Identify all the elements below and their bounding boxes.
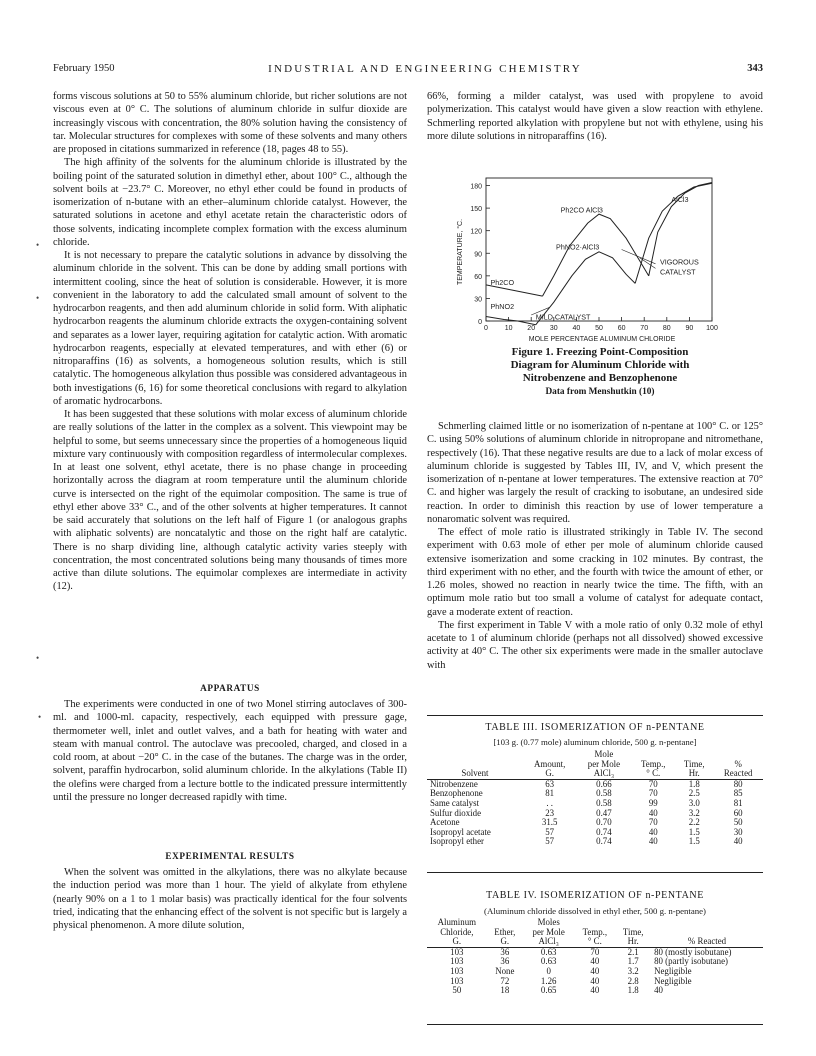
table-rule [427, 1024, 763, 1025]
paragraph: forms viscous solutions at 50 to 55% aluminum chloride, but richer solutions are not viscous even at 0° C. The solutions of aluminum chloride in sulfur dioxide are increasingly viscous with concentration, the 80% solution having the consistency of tar. Molecular structures for complexes with some of these solvents and many others are proposed in citations summarized in reference (18, pages 48 to 55). [53, 91, 407, 155]
table-row [427, 809, 763, 819]
table-cell: 36 [500, 956, 510, 967]
table-row [427, 837, 763, 847]
table-rule [427, 872, 763, 873]
table-cell: Acetone [430, 817, 460, 828]
table-cell: 85 [733, 788, 743, 799]
paragraph: Schmerling claimed little or no isomerization of n-pentane at 100° C. or 125° C. using 50% solutions of aluminum chloride in nitropropane and nitromethane, respectively (16). That these negative results are due to a lack of molar excess of aluminum chloride is suggested by Tables III, IV, and V, which present the isomerization of n-pentane at lower temperatures. The extensive reaction at 70° C. and higher was largely the result of cracking to isobutane, an undesired side reaction. In order to diminish this reaction by use of lower temperature a nonaromatic solvent was required. [427, 421, 763, 525]
margin-mark: • [36, 653, 40, 663]
paragraph: It is not necessary to prepare the catalytic solutions in advance by dissolving the aluminum chloride in the solvent. This can be done by adding small portions with intermittent cooling, since the heat of solution is considerable. However, it is more convenient in the laboratory to add the calculated small amount of solvent to the hydrocarbon reagents, and then add aluminum chloride in solid form. With aliphatic hydrocarbon reagents the aluminum chloride extracts the oxygen-containing solvent and separates as a lower layer, requiring agitation for catalytic action. With aromatic hydrocarbon reagents, especially at elevated temperatures, and with ether (6) or nitroparaffins (16) as solvents, a homogeneous solution results, which is still catalytic. The homogeneous alkylation thus possible was considered advantageous in both investigations (6, 16) for some theoretical conclusions with regard to alkylation of aromatic hydrocarbons. [53, 250, 407, 407]
margin-mark: • [38, 712, 42, 722]
header-cell: Amount, [534, 758, 566, 769]
y-tick-label: 90 [474, 251, 482, 259]
table-cell: 103 [450, 975, 464, 986]
table-cell: 81 [733, 797, 743, 808]
table-cell: 0.65 [540, 985, 557, 996]
y-tick-label: 180 [470, 183, 482, 191]
running-header-date: February 1950 [53, 63, 115, 74]
x-tick-label: 30 [549, 325, 558, 332]
paragraph: 66%, forming a milder catalyst, was used with propylene to avoid polymerization. This catalyst would have given a slow reaction with ethylene. Schmerling reported alkylation with propylene but not with ethylene, using his more dilute solutions in nitroparaffins (16). [427, 91, 763, 142]
x-tick-label: 80 [662, 325, 671, 332]
table-cell: Nitrobenzene [430, 778, 478, 789]
table-cell: 40 [590, 965, 600, 976]
table-cell: 80 (partly isobutane) [654, 956, 729, 967]
paragraph: When the solvent was omitted in the alkylations, there was no alkylate because the induction period was more than 1 hour. The yield of alkylate from ethylene (nearly 90% on a 1 to 1 molar basis) was practically identical for the four solvents tried, indicating that the enhancing effect of the solvent is not specific but is largely a physical phenomenon. A more dilute solution, [53, 867, 407, 931]
paragraph: The first experiment in Table V with a mole ratio of only 0.32 mole of ethyl acetate to 1 of aluminum chloride (perhaps not all dissolved) showed excessive activity at 40° C. The other six experiments were made in the smaller autoclave with [427, 619, 763, 671]
x-tick-label: 70 [640, 325, 649, 332]
table-cell: 80 (mostly isobutane) [654, 946, 732, 957]
table-cell: 1.5 [688, 836, 700, 847]
caption-line: Diagram for Aluminum Chloride with [510, 359, 690, 371]
header-cell: AlCl₃ [593, 768, 615, 779]
table-cell: 0.66 [596, 778, 612, 789]
header-cell: per Mole [532, 926, 565, 937]
table-cell: Sulfur dioxide [430, 807, 482, 818]
table-cell: Isopropyl acetate [430, 826, 491, 837]
caption-line: Nitrobenzene and Benzophenone [522, 372, 678, 384]
table-4-title: TABLE IV. ISOMERIZATION OF n-PENTANE [486, 890, 704, 901]
table-cell: 57 [545, 836, 555, 847]
table-cell: 0.74 [596, 836, 612, 847]
table-cell: 1.7 [627, 956, 639, 967]
header-cell: Hr. [688, 768, 700, 779]
y-tick-label: 60 [474, 273, 482, 281]
x-tick-label: 100 [706, 325, 718, 332]
table-cell: Negligible [654, 975, 692, 986]
margin-mark: • [36, 240, 40, 250]
table-cell: 0.63 [540, 956, 557, 967]
table-cell: 40 [590, 956, 600, 967]
header-cell: ° C. [646, 768, 661, 779]
apparatus-text [53, 698, 407, 804]
table-3-title: TABLE III. ISOMERIZATION OF n-PENTANE [485, 722, 705, 733]
table-4 [427, 918, 763, 996]
chart-annotation: Ph2CO [490, 277, 515, 287]
header-cell: % [734, 758, 742, 769]
table-cell: Isopropyl ether [430, 836, 484, 847]
table-cell: 63 [545, 778, 555, 789]
table-cell: 70 [590, 946, 600, 957]
table-cell: 80 [733, 778, 743, 789]
table-cell: 103 [450, 956, 464, 967]
table-cell: 36 [500, 946, 510, 957]
table-cell: 30 [733, 826, 743, 837]
table-row [427, 986, 763, 996]
paragraph: The experiments were conducted in one of two Monel stirring autoclaves of 300-ml. and 1000-ml. capacity, respectively, each equipped with pressure gage, thermometer well, inlet and outlet valves, and a bath for heating with water and steam with manual control. The autoclave was precooled, charged, and closed in a cold room, at about −20° C. in the case of the butanes. The charge was in the order, solvent, paraffin hydrocarbon, solid aluminum chloride. In the alkylations (Table II) the olefins were charged from a lecture bottle to the indicated pressure intermittently until the pressure no longer decreased rapidly with time. [53, 699, 407, 803]
table-4-subtitle: (Aluminum chloride dissolved in ethyl ether, 500 g. n-pentane) [484, 906, 706, 916]
paragraph: The effect of mole ratio is illustrated strikingly in Table IV. The second experiment with 0.63 mole of ether per mole of aluminum chloride caused extensive isomerization and some cracking in 102 minutes. By contrast, the third experiment with no ether, and the fourth with twice the amount of ether, or 1.26 moles, showed no reaction in nearly twice the time. The fifth, with an optimum mole ratio but too small a volume of catalyst for adequate contact, gave a moderate extent of reaction. [427, 527, 763, 618]
header-cell: G. [500, 936, 510, 947]
table-rule [427, 715, 763, 716]
right-column-text [427, 420, 763, 672]
header-cell: Mole [594, 749, 614, 759]
annotation-leader [622, 250, 656, 264]
table-cell: 50 [452, 985, 462, 996]
table-cell: 50 [733, 817, 743, 828]
caption-line: Figure 1. Freezing Point-Composition [511, 346, 689, 358]
table-cell: 3.0 [688, 797, 700, 808]
figure-caption [440, 346, 760, 385]
table-cell: 23 [545, 807, 555, 818]
table-cell: 2.8 [627, 975, 639, 986]
header-cell: G. [452, 936, 462, 947]
table-cell: 70 [648, 778, 658, 789]
table-cell: 103 [450, 946, 464, 957]
header-cell: ° C. [587, 936, 602, 947]
left-column-text [53, 90, 407, 594]
x-tick-label: 50 [595, 325, 603, 332]
table-cell: 0.74 [596, 826, 612, 837]
table-cell: 40 [733, 836, 743, 847]
table-3-subtitle: [103 g. (0.77 mole) aluminum chloride, 500 g. n-pentane] [493, 737, 697, 747]
x-axis-label: MOLE PERCENTAGE ALUMINUM CHLORIDE [528, 336, 676, 343]
x-tick-label: 90 [685, 325, 694, 332]
section-heading-apparatus: APPARATUS [200, 683, 260, 693]
chart-annotation: PhNO2·AlCl3 [556, 242, 600, 252]
table-cell: Benzophenone [430, 788, 483, 799]
table-cell: 40 [590, 975, 600, 986]
table-cell: 31.5 [541, 817, 558, 828]
header-cell: Temp., [582, 926, 608, 937]
table-cell: 70 [648, 788, 658, 799]
y-tick-label: 0 [478, 319, 482, 326]
header-cell: Solvent [461, 768, 489, 779]
table-3 [427, 750, 763, 847]
x-tick-label: 20 [527, 325, 536, 332]
freezing-curve [543, 214, 649, 296]
chart-annotation: MILD CATALYST [535, 312, 591, 322]
header-cell: Hr. [627, 936, 639, 947]
y-tick-label: 30 [474, 296, 482, 304]
x-tick-label: 0 [484, 325, 488, 332]
y-axis-label: TEMPERATURE, °C. [457, 218, 464, 286]
table-cell: 40 [648, 826, 658, 837]
table-cell: 2.1 [627, 946, 639, 957]
header-cell: Temp., [640, 758, 666, 769]
table-cell: 72 [500, 975, 510, 986]
table-header-row [427, 769, 763, 779]
header-cell: Time, [622, 926, 644, 937]
table-cell: 81 [545, 788, 555, 799]
table-cell: 103 [450, 965, 464, 976]
freezing-point-diagram [452, 172, 752, 344]
table-header-row [427, 937, 763, 947]
table-cell: 1.8 [627, 985, 639, 996]
table-cell: 2.2 [688, 817, 700, 828]
table-cell: 2.5 [688, 788, 700, 799]
section-heading-results: EXPERIMENTAL RESULTS [165, 851, 295, 861]
paragraph: It has been suggested that these solutions with molar excess of aluminum chloride are really solutions of the latter in the complex as a solvent. This viewpoint may be helpful to some, but seems unnecessary since the properties of a homogeneous liquid mixture vary continuously with composition regardless of intermolecular complexes. In at least one solvent, ethyl acetate, there is no phase change in proceeding horizontally across the diagram at room temperature until the aluminum chloride curve is intersected on the right of the equimolar composition. The same is true of ethyl ether above 33° C., and of the other solvents at higher temperatures. It cannot be said accurately that solutions on the left half of Figure 1 (or analogous graphs with aliphatic solvents) are noncatalytic and those on the right half are catalytic. There is no sharp dividing line, although catalytic activity varies steeply with concentration, the most concentrated solutions being many thousands of times more active than dilute solutions. The equimolar complexes are intermediate in activity (12). [53, 409, 407, 593]
margin-mark: • [36, 293, 40, 303]
header-cell: Ether, [494, 926, 516, 937]
y-tick-label: 150 [470, 206, 482, 214]
x-tick-label: 40 [572, 325, 581, 332]
table-cell: 40 [648, 807, 658, 818]
x-tick-label: 60 [617, 325, 626, 332]
header-cell: Reacted [723, 768, 753, 779]
table-cell: 0 [546, 965, 551, 976]
chart-annotation: AlCl3 [671, 195, 689, 205]
header-cell: % Reacted [687, 936, 727, 947]
header-cell: Moles [537, 917, 560, 927]
paragraph: The high affinity of the solvents for the aluminum chloride is illustrated by the boiling point of the saturated solution in dimethyl ether, about 100° C., although the solvent boils at −23.7° C. Moreover, no ethyl ether could be found in products of isomerization of n-butane with an ether–aluminum chloride catalyst. However, the saturated solutions in acetone and ethyl acetate retain the characteristic odors of those solvents, indicating incomplete complex formation with the excess aluminum chloride. [53, 157, 407, 248]
table-cell: Negligible [654, 965, 692, 976]
y-tick-label: 120 [470, 228, 482, 236]
header-cell: AlCl₃ [538, 936, 559, 947]
table-cell: 57 [545, 826, 555, 837]
table-cell: 18 [500, 985, 510, 996]
results-text [53, 866, 407, 932]
table-cell: 99 [648, 797, 658, 808]
table-cell: 40 [590, 985, 600, 996]
table-cell: 3.2 [627, 965, 639, 976]
header-cell: Chloride, [440, 926, 474, 937]
table-cell: 0.58 [596, 788, 612, 799]
table-cell: 0.70 [596, 817, 612, 828]
chart-annotation: VIGOROUS [660, 257, 699, 267]
header-cell: per Mole [587, 758, 621, 769]
chart-annotation: CATALYST [660, 267, 696, 277]
header-cell: Aluminum [437, 917, 477, 927]
table-cell: None [495, 965, 515, 976]
journal-title: INDUSTRIAL AND ENGINEERING CHEMISTRY [268, 63, 582, 75]
page-number: 343 [747, 63, 763, 74]
header-cell: G. [545, 768, 554, 779]
table-cell: 0.47 [596, 807, 612, 818]
table-cell: 0.58 [596, 797, 612, 808]
table-cell: 70 [648, 817, 658, 828]
table-cell: Same catalyst [430, 797, 480, 808]
chart-annotation: Ph2CO AlCl3 [560, 205, 603, 215]
header-cell: Time, [683, 758, 705, 769]
chart-annotation: PhNO2 [490, 301, 515, 311]
table-cell: 40 [648, 836, 658, 847]
table-cell: . . [546, 797, 553, 808]
table-cell: 40 [654, 985, 663, 996]
table-cell: 3.2 [688, 807, 700, 818]
x-tick-label: 10 [504, 325, 513, 332]
table-cell: 1.5 [688, 826, 700, 837]
table-cell: 0.63 [540, 946, 557, 957]
table-cell: 60 [733, 807, 743, 818]
figure-1-chart [452, 172, 752, 344]
table-cell: 1.26 [540, 975, 557, 986]
table-cell: 1.8 [688, 778, 700, 789]
figure-source: Data from Menshutkin (10) [545, 387, 655, 397]
right-column-intro [427, 90, 763, 143]
